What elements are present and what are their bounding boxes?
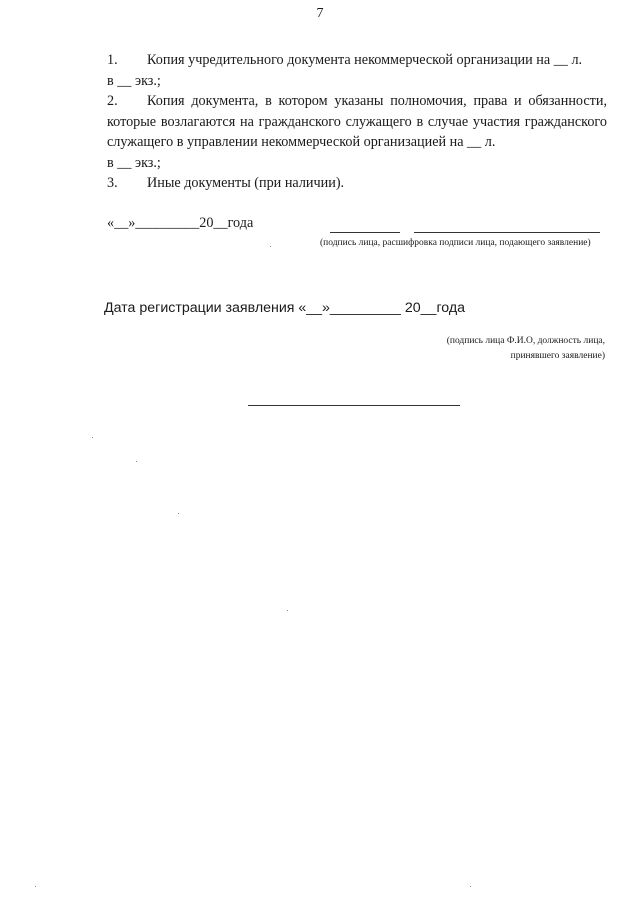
item-text: Копия учредительного документа некоммерческой организации на __ л. [147,52,583,68]
page-number: 7 [316,6,324,21]
scan-speck [178,513,179,514]
signature-line [330,232,400,233]
registration-caption [380,334,605,364]
scan-speck [470,886,471,887]
date-line: «__»_________20__года [107,215,254,231]
signature-decoding-line [414,232,600,233]
attachments-list [107,50,607,194]
item-text: Иные документы (при наличии). [147,175,345,191]
item-number: 2. [107,93,118,109]
signature-lines [330,219,600,233]
scan-speck [270,246,271,247]
closing-line [248,405,460,406]
list-item-continuation: в __ экз.; [107,72,161,89]
signature-caption: (подпись лица, расшифровка подписи лица, подающего заявление) [320,238,591,248]
list-item-continuation: в __ экз.; [107,154,161,171]
list-item [107,91,607,153]
registration-date: Дата регистрации заявления «__»_________ 20__года [104,300,466,316]
scan-speck [35,886,36,887]
registration-caption-line: (подпись лица Ф.И.О, должность лица, [446,336,605,346]
item-number: 1. [107,52,118,68]
registration-caption-line: принявшего заявление) [510,351,605,361]
scan-speck [136,461,137,462]
scan-speck [92,437,93,438]
item-text: Копия документа, в котором указаны полномочия, права и обязанности, которые возлагаются на гражданского служащего в случае участия гражданского служащего в управлении некоммерческой организацией на __ л. [107,93,607,150]
item-number: 3. [107,175,118,191]
scan-speck [287,610,288,611]
list-item [107,50,607,71]
list-item [107,173,607,194]
